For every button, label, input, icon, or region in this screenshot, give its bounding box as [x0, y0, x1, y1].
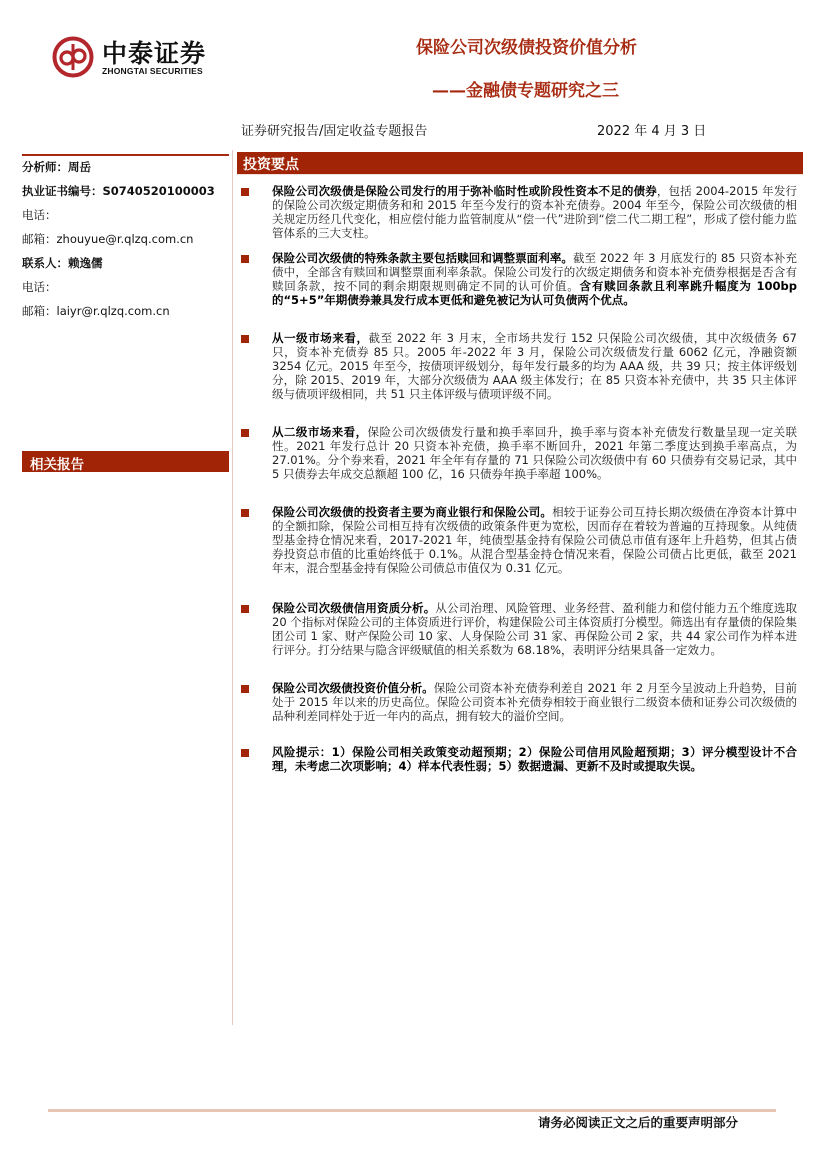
email-link[interactable]: laiyr@r.qlzq.com.cn: [56, 304, 170, 318]
bullet-body: ，包括 2004-2015 年发行的保险公司次级定期债务和和 2015 年至今发行的资本补充债券。2004 年至今，保险公司次级债的相关规定历经几代变化，相应偿付能力监管制度从“偿一代”进阶到“偿二代二期工程”，形成了偿付能力监管体系的三大支柱。: [272, 184, 797, 240]
bullet-text: [272, 745, 797, 773]
bullet-text: [272, 425, 797, 481]
bullet-text: [272, 251, 797, 307]
bullet-square-icon: [241, 255, 249, 263]
section-title: 投资要点: [243, 157, 299, 173]
contact-line: [22, 255, 103, 271]
email-line-2: [22, 303, 170, 319]
related-reports-header: [22, 451, 229, 472]
investment-highlights-header: [237, 152, 803, 174]
analyst-label: 分析师：: [22, 160, 68, 174]
contact-name: 赖逸儒: [68, 256, 103, 270]
cert-line: [22, 183, 215, 199]
column-divider: [232, 150, 233, 1025]
bullet-lead: 保险公司次级债是保险公司发行的用于弥补临时性或阶段性资本不足的债券: [272, 184, 657, 198]
bullet-square-icon: [241, 685, 249, 693]
bullet-lead: 保险公司次级债信用资质分析。: [272, 601, 436, 615]
sidebar-top-rule: [22, 154, 229, 156]
phone-label: 电话：: [22, 280, 57, 294]
bullet-body: 保险公司次级债发行量和换手率回升，换手率与资本补充债发行数量呈现一定关联性。2021 年发行总计 20 只资本补充债，换手率不断回升，2021 年第二季度达到换手率高点，为 27.01%。分个券来看，2021 年全年有存量的 71 只保险公司次级债中有 60 只债券有交易记录，其中 5 只债券去年成交总额超 100 亿，16 只债券年换手率超 100%。: [272, 425, 798, 481]
email-label: 邮箱：: [22, 232, 57, 246]
phone-line-1: [22, 207, 57, 223]
cert-label: 执业证书编号：: [22, 184, 103, 198]
bullet-lead: 保险公司次级债的投资者主要为商业银行和保险公司。: [272, 505, 553, 519]
bullet-body: 截至 2022 年 3 月末，全市场共发行 152 只保险公司次级债，其中次级债务 67 只，资本补充债券 85 只。2005 年-2022 年 3 月，保险公司次级债发行量 6062 亿元，净融资额 3254 亿元。2015 年至今，按债项评级划分，每年发行最多的均为 AAA 级，共 39 只；按主体评级划分，除 2015、2019 年，大部分次级债为 AAA 级主体发行；在 85 只资本补充债中，共 35 只主体评级与债项评级相同，共 51 只主体评级与债项评级不同。: [272, 331, 797, 401]
bullet-square-icon: [241, 335, 249, 343]
analyst-name: 周岳: [68, 160, 91, 174]
footer-rule: [48, 1109, 776, 1112]
report-subtitle: ——金融债专题研究之三: [432, 81, 619, 101]
logo-english-name: ZHONGTAI SECURITIES: [102, 66, 203, 76]
bullet-square-icon: [241, 188, 249, 196]
analyst-line: [22, 159, 91, 175]
bullet-body: 截至 2022 年 3 月底发行的 85 只资本补充债中，全部含有赎回和调整票面利率条款。保险公司发行的次级定期债务和资本补充债券根据是否含有赎回条款，按不同的剩余期限规则确定不同的认可价值。: [272, 251, 798, 293]
bullet-text: [272, 331, 797, 401]
risk-warning-text: 风险提示：1）保险公司相关政策变动超预期；2）保险公司信用风险超预期；3）评分模型设计不合理，未考虑二次项影响；4）样本代表性弱；5）数据遗漏、更新不及时或提取失误。: [272, 745, 797, 773]
bullet-lead: 保险公司次级债的特殊条款主要包括赎回和调整票面利率。: [272, 251, 573, 265]
contact-label: 联系人：: [22, 256, 68, 270]
bullet-square-icon: [241, 429, 249, 437]
report-type: 证券研究报告/固定收益专题报告: [241, 124, 428, 139]
bullet-body: 相较于证券公司互持长期次级债在净资本计算中的全额扣除，保险公司相互持有次级债的政策条件更为宽松，因而存在着较为普遍的互持现象。从纯债型基金持仓情况来看，2017-2021 年，纯债型基金持有保险公司债总市值有逐年上升趋势，但其占债券投资总市值的比重始终低于 0.1%。从混合型基金持仓情况来看，保险公司债占比更低，截至 2021 年末，混合型基金持有保险公司债总市值仅为 0.31 亿元。: [272, 505, 798, 575]
bullet-square-icon: [241, 605, 249, 613]
email-label: 邮箱：: [22, 304, 57, 318]
bullet-text: [272, 681, 797, 723]
phone-line-2: [22, 279, 57, 295]
logo-chinese-name: 中泰证券: [102, 39, 207, 68]
related-reports-title: 相关报告: [30, 457, 84, 473]
footer-disclaimer-note: 请务必阅读正文之后的重要声明部分: [538, 1115, 739, 1130]
cert-number: S0740520100003: [102, 184, 215, 198]
company-logo: [52, 34, 222, 84]
phone-label: 电话：: [22, 208, 57, 222]
bullet-square-icon: [241, 509, 249, 517]
bullet-lead: 保险公司次级债投资价值分析。: [272, 681, 434, 695]
bullet-lead: 从一级市场来看，: [272, 331, 369, 345]
section-underline: [237, 174, 803, 175]
report-date: 2022 年 4 月 3 日: [597, 124, 707, 139]
zhongtai-logo-icon: [52, 36, 94, 78]
bullet-conclusion: 含有赎回条款且利率跳升幅度为 100bp 的“5+5”年期债券兼具发行成本更低和避免被记为认可负债两个优点。: [272, 279, 797, 307]
email-link[interactable]: zhouyue@r.qlzq.com.cn: [56, 232, 194, 246]
bullet-lead: 从二级市场来看，: [272, 425, 368, 439]
bullet-text: [272, 505, 797, 575]
bullet-text: [272, 601, 797, 657]
bullet-body: 保险公司资本补充债券利差自 2021 年 2 月至今呈波动上升趋势，目前处于 2015 年以来的历史高位。保险公司资本补充债券相较于商业银行二级资本债和证券公司次级债的品种利差同样处于近一年内的高点，拥有较大的溢价空间。: [272, 681, 798, 723]
bullet-body: 从公司治理、风险管理、业务经营、盈利能力和偿付能力五个维度选取 20 个指标对保险公司的主体资质进行评价，构建保险公司主体资质打分模型。筛选出有存量债的保险集团公司 1 家、财产保险公司 10 家、人身保险公司 31 家、再保险公司 2 家，共 44 家公司作为样本进行评分。打分结果与隐含评级赋值的相关系数为 68.18%，表明评分结果具备一定效力。: [272, 601, 798, 657]
email-line-1: [22, 231, 193, 247]
bullet-square-icon: [241, 749, 249, 757]
report-title: 保险公司次级债投资价值分析: [416, 38, 637, 58]
bullet-text: [272, 184, 797, 240]
